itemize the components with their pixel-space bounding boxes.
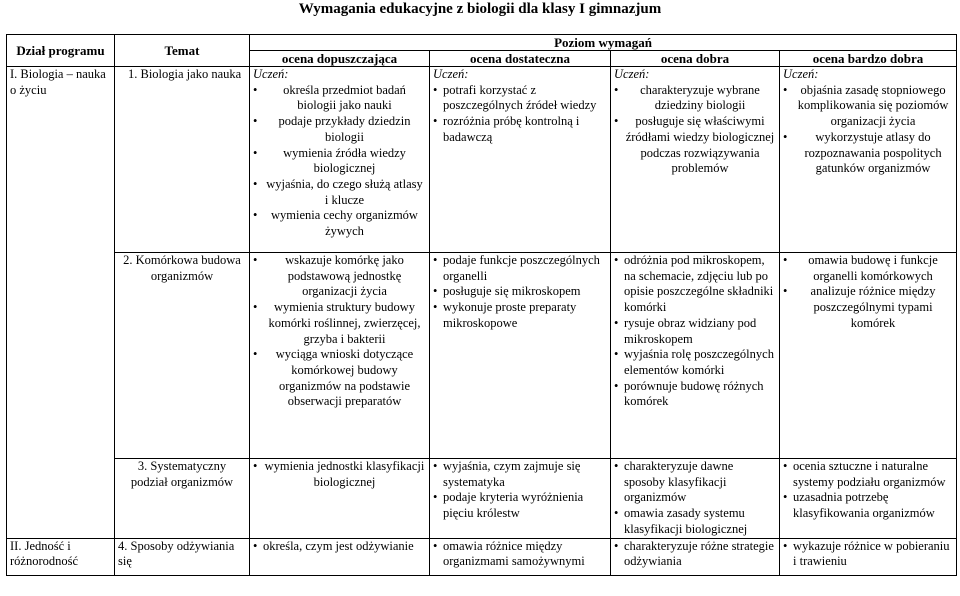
level-cell bbox=[611, 67, 780, 253]
uczen-label: Uczeń: bbox=[614, 67, 650, 81]
list-item: • rozróżnia próbę kontrolną i badawczą bbox=[443, 114, 607, 145]
level-cell bbox=[780, 459, 957, 539]
list-item: • określa przedmiot badań biologii jako nauki bbox=[263, 83, 426, 114]
list-item: • podaje kryteria wyróżnienia pięciu królestw bbox=[443, 490, 607, 521]
topic-text: 1. Biologia jako nauka bbox=[128, 67, 242, 81]
list-item: • wyjaśnia, czym zajmuje się systematyka bbox=[443, 459, 607, 490]
table-row bbox=[7, 67, 957, 253]
page-title: Wymagania edukacyjne z biologii dla klasy I gimnazjum bbox=[298, 1, 662, 17]
header-level-3: ocena dobra bbox=[611, 51, 780, 67]
section-cell bbox=[7, 253, 115, 459]
list-item: • omawia różnice między organizmami samożywnymi bbox=[443, 539, 607, 570]
topic-cell bbox=[115, 67, 250, 253]
section-cell bbox=[7, 459, 115, 539]
list-item: • charakteryzuje dawne sposoby klasyfikacji organizmów bbox=[624, 459, 776, 506]
table-row bbox=[7, 459, 957, 539]
level-cell bbox=[780, 538, 957, 575]
topic-cell: 2. Komórkowa budowa organizmów bbox=[115, 253, 250, 459]
list-item: • wykazuje różnice w pobieraniu i trawieniu bbox=[793, 539, 953, 570]
list-item: • rysuje obraz widziany pod mikroskopem bbox=[624, 316, 776, 347]
list-item: • uzasadnia potrzebę klasyfikowania organizmów bbox=[793, 490, 953, 521]
topic-cell: 3. Systematyczny podział organizmów bbox=[115, 459, 250, 539]
header-level-2: ocena dostateczna bbox=[430, 51, 611, 67]
list-item: • wyciąga wnioski dotyczące komórkowej budowy organizmów na podstawie obserwacji preparatów bbox=[263, 347, 426, 410]
list-item: • posługuje się właściwymi źródłami wiedzy biologicznej podczas rozwiązywania problemów bbox=[624, 114, 776, 177]
section-cell: II. Jedność i różnorodność bbox=[7, 538, 115, 575]
list-item: • odróżnia pod mikroskopem, na schemacie, zdjęciu lub po opisie poszczególne składniki komórki bbox=[624, 253, 776, 316]
topic-cell: 4. Sposoby odżywiania się bbox=[115, 538, 250, 575]
level-cell bbox=[611, 538, 780, 575]
level-cell bbox=[430, 253, 611, 459]
list-item: • omawia budowę i funkcje organelli komórkowych bbox=[793, 253, 953, 284]
list-item: • wyjaśnia, do czego służą atlasy i klucze bbox=[263, 177, 426, 208]
level-cell bbox=[250, 459, 430, 539]
list-item: • podaje przykłady dziedzin biologii bbox=[263, 114, 426, 145]
level-cell bbox=[430, 67, 611, 253]
level-cell bbox=[780, 67, 957, 253]
header-poziom: Poziom wymagań bbox=[250, 35, 957, 51]
level-cell bbox=[780, 253, 957, 459]
level-cell bbox=[611, 459, 780, 539]
header-level-4: ocena bardzo dobra bbox=[780, 51, 957, 67]
header-dzial: Dział programu bbox=[7, 35, 115, 67]
header-level-1: ocena dopuszczająca bbox=[250, 51, 430, 67]
list-item: • wykorzystuje atlasy do rozpoznawania pospolitych gatunków organizmów bbox=[793, 130, 953, 177]
list-item: • charakteryzuje wybrane dziedziny biologii bbox=[624, 83, 776, 114]
level-cell bbox=[250, 253, 430, 459]
list-item: • wymienia struktury budowy komórki roślinnej, zwierzęcej, grzyba i bakterii bbox=[263, 300, 426, 347]
table-row bbox=[7, 538, 957, 575]
list-item: • omawia zasady systemu klasyfikacji biologicznej bbox=[624, 506, 776, 537]
list-item: • wyjaśnia rolę poszczególnych elementów komórki bbox=[624, 347, 776, 378]
requirements-table bbox=[6, 34, 957, 576]
list-item: • wymienia jednostki klasyfikacji biologicznej bbox=[263, 459, 426, 490]
section-cell: I. Biologia – nauka o życiu bbox=[7, 67, 115, 253]
table-row bbox=[7, 253, 957, 459]
list-item: • wymienia cechy organizmów żywych bbox=[263, 208, 426, 239]
list-item: • posługuje się mikroskopem bbox=[443, 284, 607, 300]
list-item: • wykonuje proste preparaty mikroskopowe bbox=[443, 300, 607, 331]
uczen-label: Uczeń: bbox=[783, 67, 819, 81]
list-item: • potrafi korzystać z poszczególnych źródeł wiedzy bbox=[443, 83, 607, 114]
level-cell bbox=[250, 538, 430, 575]
list-item: • wymienia źródła wiedzy biologicznej bbox=[263, 146, 426, 177]
uczen-label: Uczeń: bbox=[253, 67, 289, 81]
list-item: • objaśnia zasadę stopniowego komplikowania się poziomów organizacji życia bbox=[793, 83, 953, 130]
list-item: • podaje funkcje poszczególnych organelli bbox=[443, 253, 607, 284]
list-item: • wskazuje komórkę jako podstawową jednostkę organizacji życia bbox=[263, 253, 426, 300]
level-cell bbox=[611, 253, 780, 459]
level-cell bbox=[430, 538, 611, 575]
level-cell bbox=[430, 459, 611, 539]
list-item: • porównuje budowę różnych komórek bbox=[624, 379, 776, 410]
list-item: • charakteryzuje różne strategie odżywiania bbox=[624, 539, 776, 570]
list-item: • określa, czym jest odżywianie bbox=[263, 539, 426, 555]
list-item: • ocenia sztuczne i naturalne systemy podziału organizmów bbox=[793, 459, 953, 490]
list-item: • analizuje różnice między poszczególnymi typami komórek bbox=[793, 284, 953, 331]
level-cell bbox=[250, 67, 430, 253]
uczen-label: Uczeń: bbox=[433, 67, 469, 81]
header-temat: Temat bbox=[115, 35, 250, 67]
